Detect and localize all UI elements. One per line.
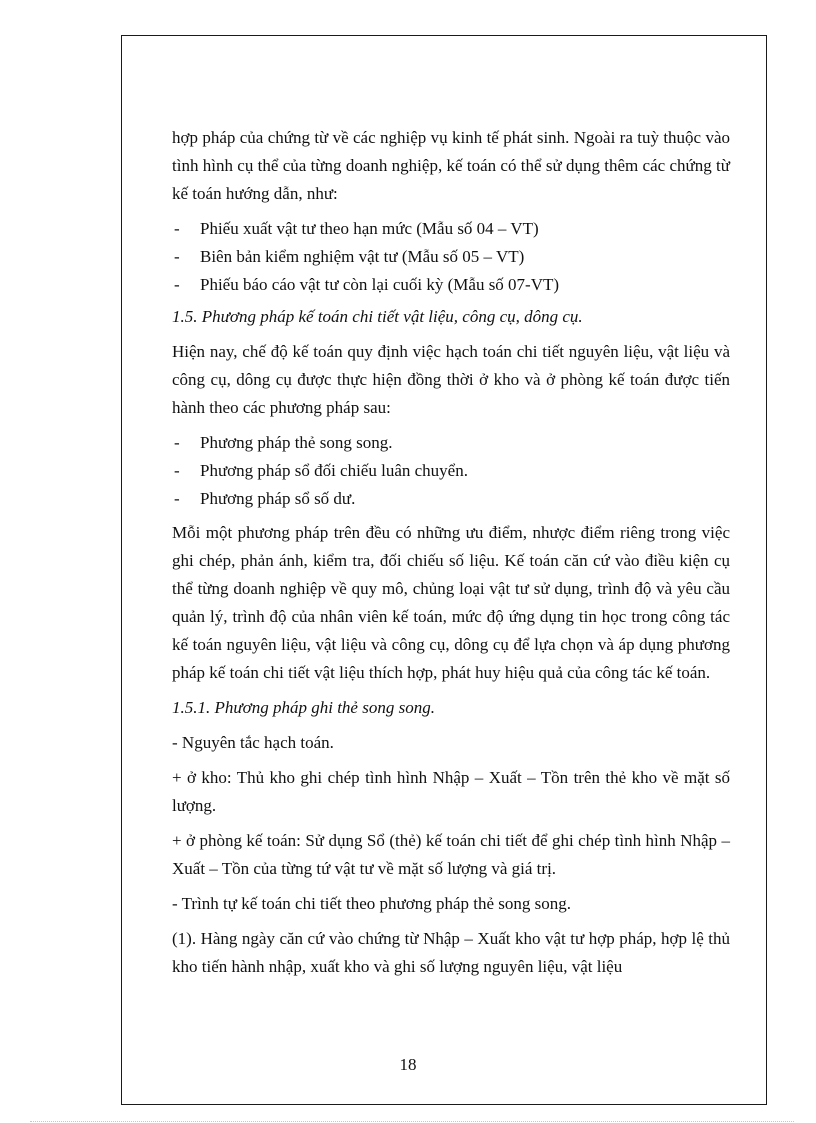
list-item-text: Phương pháp sổ đối chiếu luân chuyển.	[200, 461, 468, 480]
paragraph-step-1	[172, 925, 730, 981]
paragraph-text: (1). Hàng ngày căn cứ vào chứng từ Nhập – Xuất kho vật tư hợp pháp, hợp lệ thủ kho tiến hành nhập, xuất kho và ghi số lượng nguyên liệu, vật liệu	[172, 929, 730, 976]
list-item-text: Phương pháp sổ số dư.	[200, 489, 356, 508]
list-item-text: Phương pháp thẻ song song.	[200, 433, 393, 452]
paragraph-principle	[172, 729, 730, 757]
list-item-text: Biên bản kiểm nghiệm vật tư (Mẫu số 05 – VT)	[200, 247, 525, 266]
document-body	[172, 128, 730, 988]
page-number: 18	[399, 1055, 417, 1074]
list-dash: -	[174, 461, 180, 480]
list-dash: -	[174, 489, 180, 508]
list-dash: -	[174, 247, 180, 266]
paragraph-text: + ở kho: Thủ kho ghi chép tình hình Nhập – Xuất – Tồn trên thẻ kho về mặt số lượng.	[172, 768, 730, 815]
paragraph-procedure	[172, 890, 730, 918]
bottom-divider	[30, 1121, 794, 1122]
section-heading-text: 1.5. Phương pháp kế toán chi tiết vật liệu, công cụ, dông cụ.	[172, 307, 583, 326]
list-item	[172, 429, 730, 457]
list-item-text: Phiếu báo cáo vật tư còn lại cuối kỳ (Mẫu số 07-VT)	[200, 275, 560, 294]
paragraph-text: hợp pháp của chứng từ về các nghiệp vụ kinh tế phát sinh. Ngoài ra tuỳ thuộc vào tình hình cụ thể của từng doanh nghiệp, kế toán có thể sử dụng thêm các chứng từ kế toán hướng dẫn, như:	[172, 128, 730, 203]
voucher-list	[172, 215, 730, 299]
list-item	[172, 457, 730, 485]
list-dash: -	[174, 433, 180, 452]
list-item	[172, 215, 730, 243]
paragraph-method-comparison	[172, 519, 730, 687]
list-item-text: Phiếu xuất vật tư theo hạn mức (Mẫu số 04 – VT)	[200, 219, 539, 238]
list-item	[172, 271, 730, 299]
section-heading-text: 1.5.1. Phương pháp ghi thẻ song song.	[172, 698, 435, 717]
list-dash: -	[174, 219, 180, 238]
paragraph-text: - Trình tự kế toán chi tiết theo phương pháp thẻ song song.	[172, 894, 572, 913]
paragraph-accounting-room	[172, 827, 730, 883]
paragraph-text: - Nguyên tắc hạch toán.	[172, 733, 334, 752]
paragraph-warehouse	[172, 764, 730, 820]
paragraph-text: Mỗi một phương pháp trên đều có những ưu điểm, nhược điểm riêng trong việc ghi chép, phản ánh, kiểm tra, đối chiếu số liệu. Kế toán căn cứ vào điều kiện cụ thể từng doanh nghiệp về quy mô, chủng loại vật tư sử dụng, trình độ và yêu cầu quản lý, trình độ của nhân viên kế toán, mức độ ứng dụng tin học trong công tác kế toán nguyên liệu, vật liệu và công cụ, dông cụ để lựa chọn và áp dụng phương pháp kế toán chi tiết vật liệu thích hợp, phát huy hiệu quả của công tác kế toán.	[172, 523, 730, 682]
section-heading-1-5	[172, 303, 730, 331]
paragraph-continuation	[172, 124, 730, 208]
paragraph-text: + ở phòng kế toán: Sử dụng Sổ (thẻ) kế toán chi tiết để ghi chép tình hình Nhập – Xuất – Tồn của từng tứ vật tư về mặt số lượng và giá trị.	[172, 831, 730, 878]
list-item	[172, 485, 730, 513]
list-dash: -	[174, 275, 180, 294]
methods-list	[172, 429, 730, 513]
paragraph-methods-intro	[172, 338, 730, 422]
paragraph-text: Hiện nay, chế độ kế toán quy định việc hạch toán chi tiết nguyên liệu, vật liệu và công cụ, dông cụ được thực hiện đồng thời ở kho và ở phòng kế toán được tiến hành theo các phương pháp sau:	[172, 342, 730, 417]
section-heading-1-5-1	[172, 694, 730, 722]
list-item	[172, 243, 730, 271]
